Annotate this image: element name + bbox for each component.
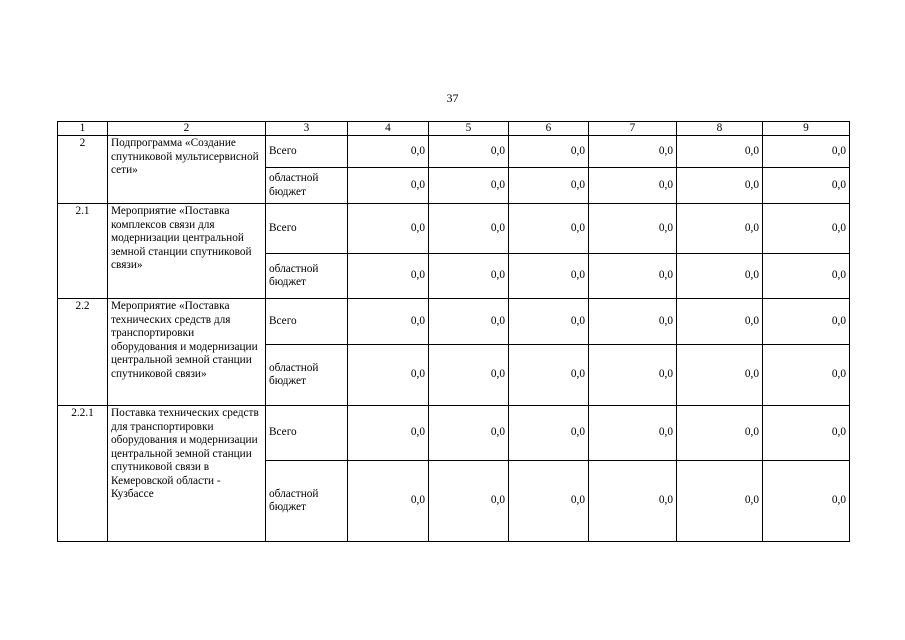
header-cell: 7: [589, 122, 677, 136]
item-number: 2.1: [58, 204, 108, 299]
header-cell: 8: [677, 122, 763, 136]
value-cell: 0,0: [589, 136, 677, 168]
value-cell: 0,0: [763, 168, 850, 204]
value-cell: 0,0: [509, 461, 589, 542]
value-cell: 0,0: [763, 299, 850, 345]
table-row: [58, 406, 850, 461]
funding-source: областной бюджет: [266, 254, 348, 299]
value-cell: 0,0: [589, 406, 677, 461]
value-cell: 0,0: [677, 254, 763, 299]
header-cell: 1: [58, 122, 108, 136]
budget-table: [57, 121, 850, 542]
value-cell: 0,0: [589, 299, 677, 345]
item-number: 2: [58, 136, 108, 204]
value-cell: 0,0: [509, 299, 589, 345]
item-number: 2.2.1: [58, 406, 108, 542]
value-cell: 0,0: [589, 254, 677, 299]
funding-source: Всего: [266, 406, 348, 461]
header-cell: 6: [509, 122, 589, 136]
value-cell: 0,0: [677, 299, 763, 345]
value-cell: 0,0: [677, 204, 763, 254]
value-cell: 0,0: [429, 299, 509, 345]
value-cell: 0,0: [348, 136, 429, 168]
item-name: Поставка технических средств для транспортировки оборудования и модернизации центральной земной станции спутниковой связи в Кемеровской области - Кузбассе: [108, 406, 266, 542]
value-cell: 0,0: [589, 168, 677, 204]
table-row: [58, 299, 850, 345]
value-cell: 0,0: [589, 204, 677, 254]
header-cell: 9: [763, 122, 850, 136]
value-cell: 0,0: [348, 299, 429, 345]
value-cell: 0,0: [509, 406, 589, 461]
value-cell: 0,0: [429, 168, 509, 204]
header-cell: 4: [348, 122, 429, 136]
value-cell: 0,0: [589, 345, 677, 406]
value-cell: 0,0: [348, 168, 429, 204]
value-cell: 0,0: [509, 136, 589, 168]
header-row: [58, 122, 850, 136]
header-cell: 5: [429, 122, 509, 136]
item-name: Мероприятие «Поставка технических средств для транспортировки оборудования и модернизации центральной земной станции спутниковой связи»: [108, 299, 266, 406]
value-cell: 0,0: [509, 204, 589, 254]
funding-source: областной бюджет: [266, 461, 348, 542]
value-cell: 0,0: [348, 345, 429, 406]
value-cell: 0,0: [763, 254, 850, 299]
value-cell: 0,0: [677, 406, 763, 461]
value-cell: 0,0: [429, 254, 509, 299]
value-cell: 0,0: [429, 406, 509, 461]
table-row: [58, 136, 850, 168]
value-cell: 0,0: [348, 406, 429, 461]
funding-source: Всего: [266, 136, 348, 168]
header-cell: 2: [108, 122, 266, 136]
item-name: Подпрограмма «Создание спутниковой мультисервисной сети»: [108, 136, 266, 204]
value-cell: 0,0: [677, 168, 763, 204]
value-cell: 0,0: [763, 204, 850, 254]
value-cell: 0,0: [763, 136, 850, 168]
funding-source: областной бюджет: [266, 345, 348, 406]
value-cell: 0,0: [677, 345, 763, 406]
value-cell: 0,0: [348, 254, 429, 299]
value-cell: 0,0: [763, 406, 850, 461]
funding-source: областной бюджет: [266, 168, 348, 204]
value-cell: 0,0: [429, 204, 509, 254]
funding-source: Всего: [266, 204, 348, 254]
value-cell: 0,0: [763, 345, 850, 406]
value-cell: 0,0: [509, 168, 589, 204]
funding-source: Всего: [266, 299, 348, 345]
value-cell: 0,0: [509, 254, 589, 299]
value-cell: 0,0: [348, 461, 429, 542]
value-cell: 0,0: [429, 461, 509, 542]
table-row: [58, 204, 850, 254]
value-cell: 0,0: [763, 461, 850, 542]
value-cell: 0,0: [429, 345, 509, 406]
item-name: Мероприятие «Поставка комплексов связи для модернизации центральной земной станции спутниковой связи»: [108, 204, 266, 299]
value-cell: 0,0: [677, 461, 763, 542]
value-cell: 0,0: [348, 204, 429, 254]
value-cell: 0,0: [509, 345, 589, 406]
item-number: 2.2: [58, 299, 108, 406]
value-cell: 0,0: [589, 461, 677, 542]
value-cell: 0,0: [677, 136, 763, 168]
value-cell: 0,0: [429, 136, 509, 168]
header-cell: 3: [266, 122, 348, 136]
page-number: 37: [446, 91, 459, 105]
